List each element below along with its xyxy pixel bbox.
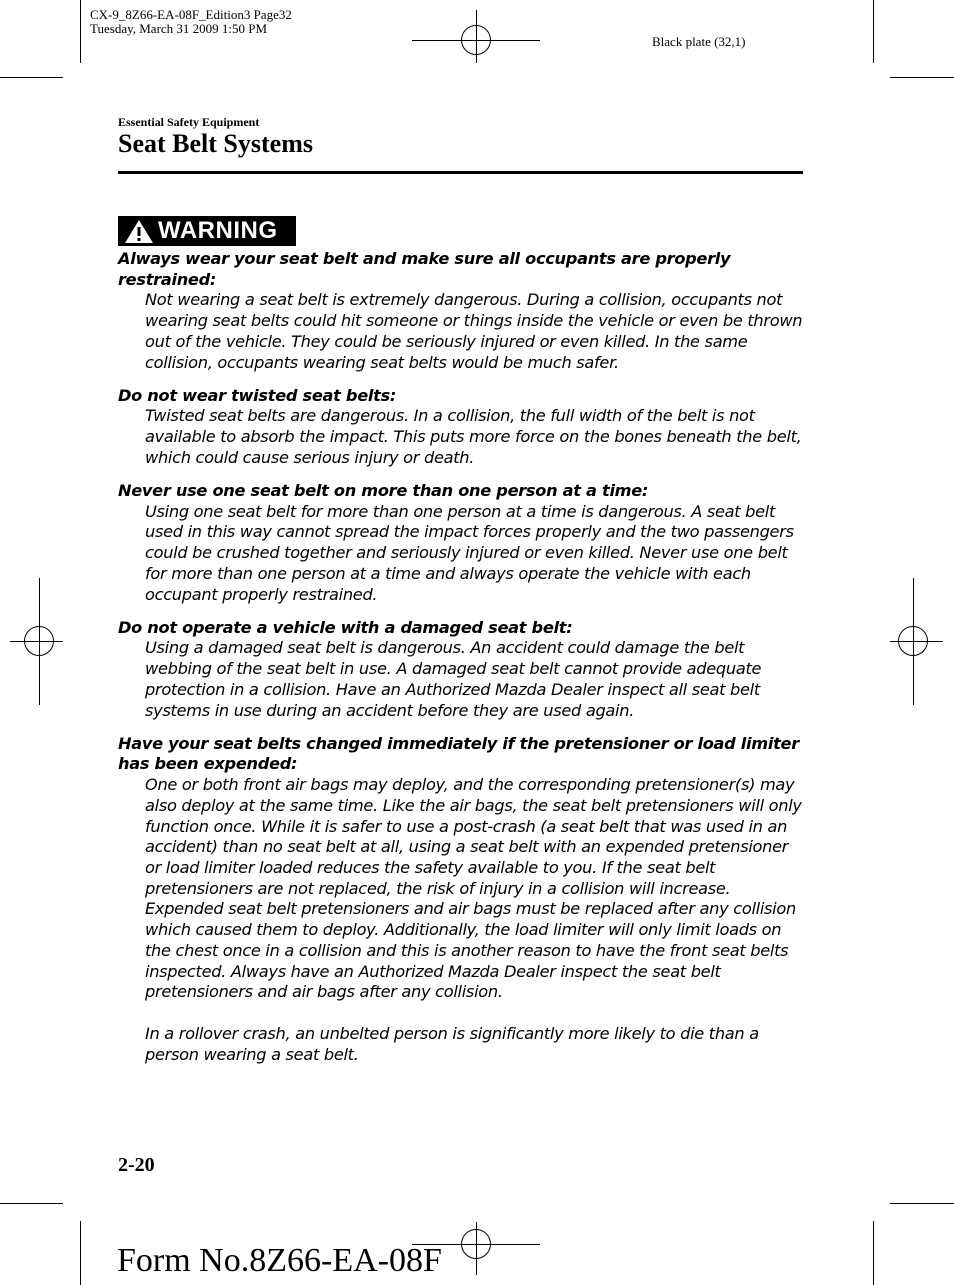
warning-item-body: Twisted seat belts are dangerous. In a collision, the full width of the belt is not available to absorb the impact. This puts more force on the bones beneath the belt, which could cause serious injury or death. — [145, 406, 802, 467]
title-rule — [118, 171, 803, 174]
crop-mark — [890, 77, 954, 78]
crop-mark — [0, 1203, 63, 1204]
crop-mark — [890, 1203, 954, 1204]
warning-item-heading: Never use one seat belt on more than one person at a time: — [118, 481, 649, 501]
warning-item-heading: Do not operate a vehicle with a damaged seat belt: — [118, 617, 573, 637]
warning-triangle-icon — [122, 217, 156, 245]
warning-item-body: One or both front air bags may deploy, and the corresponding pretensioner(s) may also deploy at the same time. Like the air bags, the seat belt pretensioners will only function once. While it is safer to use a post-crash (a seat belt that was used in an accident) than no seat belt at all, using a seat belt with an expended pretensioner or load limiter loaded reduces the safety available to you. If the seat belt pretensioners are not replaced, the risk of injury in a collision will increase. Expended seat belt pretensioners and air bags must be replaced after any collision which caused them to deploy. Additionally, the load limiter will only limit loads on the chest once in a collision and this is another reason to have the front seat belts inspected. Always have an Authorized Mazda Dealer inspect the seat belt pretensioners and air bags after any collision. — [145, 775, 802, 1002]
warning-label — [118, 216, 296, 246]
crop-mark — [873, 0, 874, 63]
warning-note: In a rollover crash, an unbelted person is significantly more likely to die than a person wearing a seat belt. — [145, 1023, 759, 1064]
warning-item-body: Not wearing a seat belt is extremely dangerous. During a collision, occupants not wearing seat belts could hit someone or things inside the vehicle or even be thrown out of the vehicle. They could be seriously injured or even killed. In the same collision, occupants wearing seat belts would be much safer. — [145, 290, 803, 372]
page-title: Seat Belt Systems — [118, 129, 313, 158]
page-number: 2-20 — [118, 1154, 155, 1176]
file-name: CX-9_8Z66-EA-08F_Edition3 Page32 — [90, 7, 292, 22]
warning-item — [118, 481, 808, 605]
file-info — [90, 8, 292, 36]
warning-item — [118, 734, 808, 1003]
form-number: Form No.8Z66-EA-08F — [117, 1242, 442, 1279]
file-timestamp: Tuesday, March 31 2009 1:50 PM — [90, 21, 268, 36]
plate-info: Black plate (32,1) — [652, 34, 746, 49]
warning-text: WARNING — [158, 217, 278, 244]
warning-item — [118, 386, 808, 469]
warning-item — [118, 249, 808, 373]
crop-mark — [80, 0, 81, 63]
warning-item-heading: Have your seat belts changed immediately if the pretensioner or load limiter has been expended: — [118, 733, 799, 774]
warning-content — [118, 249, 808, 1065]
crop-mark — [80, 1221, 81, 1285]
crop-mark — [873, 1221, 874, 1285]
warning-item-body: Using one seat belt for more than one person at a time is dangerous. A seat belt used in this way cannot spread the impact forces properly and the two passengers could be crushed together and seriously injured or even killed. Never use one belt for more than one person at a time and always operate the vehicle with each occupant properly restrained. — [145, 501, 794, 604]
section-label: Essential Safety Equipment — [118, 115, 260, 129]
warning-item-heading: Do not wear twisted seat belts: — [118, 385, 397, 405]
warning-item-heading: Always wear your seat belt and make sure all occupants are properly restrained: — [118, 249, 731, 289]
warning-item-body: Using a damaged seat belt is dangerous. An accident could damage the belt webbing of the seat belt in use. A damaged seat belt cannot provide adequate protection in a collision. Have an Authorized Mazda Dealer inspect all seat belt systems in use during an accident before they are used again. — [145, 638, 762, 720]
warning-item — [118, 618, 808, 722]
crop-mark — [0, 77, 63, 78]
